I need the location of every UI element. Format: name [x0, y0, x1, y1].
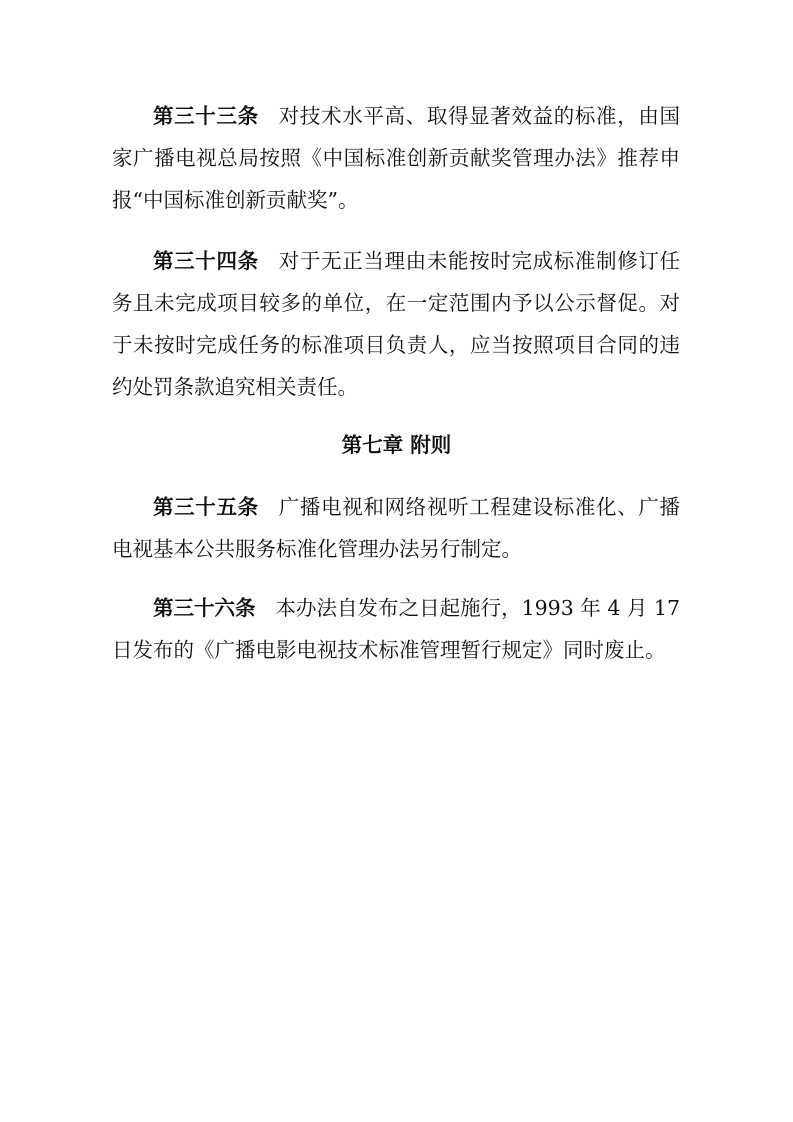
- article-36: [112, 587, 680, 671]
- article-text: 对技术水平高、取得显著效益的标准，由国家广播电视总局按照《中国标准创新贡献奖管理办法》推荐申报“中国标准创新贡献奖”。: [112, 104, 681, 212]
- article-text: 对于无正当理由未能按时完成标准制修订任务且未完成项目较多的单位，在一定范围内予以公示督促。对于未按时完成任务的标准项目负责人，应当按照项目合同的违约处罚条款追究相关责任。: [112, 249, 681, 399]
- article-number: 第三十五条: [153, 495, 259, 519]
- article-text: 广播电视和网络视听工程建设标准化、广播电视基本公共服务标准化管理办法另行制定。: [112, 495, 681, 561]
- chapter-heading: 第七章 附则: [341, 433, 452, 457]
- article-number: 第三十三条: [153, 104, 259, 128]
- article-number: 第三十四条: [153, 249, 259, 273]
- article-35: [112, 486, 680, 570]
- article-text: 本办法自发布之日起施行，1993 年 4 月 17 日发布的《广播电影电视技术标准管理暂行规定》同时废止。: [112, 596, 680, 662]
- article-number: 第三十六条: [153, 596, 256, 620]
- article-34: [112, 240, 680, 408]
- article-33: [112, 95, 680, 221]
